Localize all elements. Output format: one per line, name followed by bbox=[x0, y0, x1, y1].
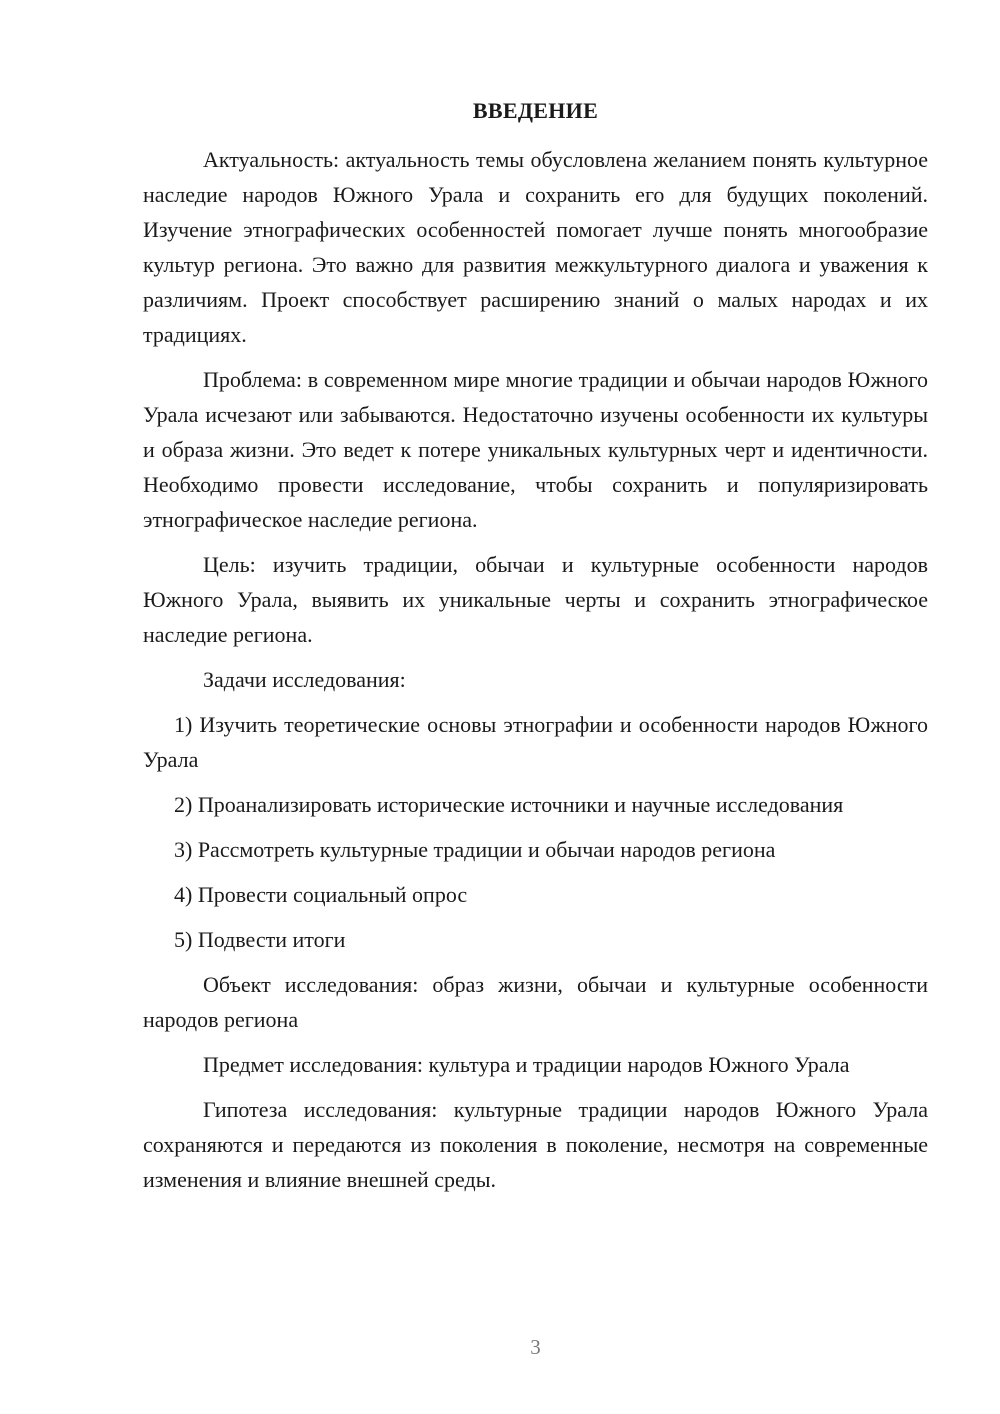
paragraph-goal: Цель: изучить традиции, обычаи и культурные особенности народов Южного Урала, выявить их уникальные черты и сохранить этнографическое наследие региона. bbox=[143, 552, 928, 647]
list-item-task-3: 3) Рассмотреть культурные традиции и обычаи народов региона bbox=[174, 837, 776, 862]
tasks-heading: Задачи исследования: bbox=[203, 667, 406, 692]
page-title: ВВЕДЕНИЕ bbox=[472, 98, 599, 123]
list-item-task-1: 1) Изучить теоретические основы этнографии и особенности народов Южного Урала bbox=[143, 712, 928, 772]
paragraph-relevance: Актуальность: актуальность темы обусловлена желанием понять культурное наследие народов Южного Урала и сохранить его для будущих поколений. Изучение этнографических особенностей помогает лучше понять многообразие культур региона. Это важно для развития межкультурного диалога и уважения к различиям. Проект способствует расширению знаний о малых народах и их традициях. bbox=[143, 147, 928, 347]
paragraph-problem: Проблема: в современном мире многие традиции и обычаи народов Южного Урала исчезают или забываются. Недостаточно изучены особенности их культуры и образа жизни. Это ведет к потере уникальных культурных черт и идентичности. Необходимо провести исследование, чтобы сохранить и популяризировать этнографическое наследие региона. bbox=[143, 367, 928, 532]
list-item-task-2: 2) Проанализировать исторические источники и научные исследования bbox=[174, 792, 844, 817]
paragraph-object: Объект исследования: образ жизни, обычаи и культурные особенности народов региона bbox=[143, 972, 928, 1032]
document-body bbox=[143, 142, 928, 1197]
paragraph-hypothesis: Гипотеза исследования: культурные традиции народов Южного Урала сохраняются и передаются из поколения в поколение, несмотря на современные изменения и влияние внешней среды. bbox=[143, 1097, 928, 1192]
page-number: 3 bbox=[530, 1335, 541, 1359]
document-page bbox=[143, 0, 928, 1414]
paragraph-subject: Предмет исследования: культура и традиции народов Южного Урала bbox=[203, 1052, 850, 1077]
list-item-task-4: 4) Провести социальный опрос bbox=[174, 882, 468, 907]
list-item-task-5: 5) Подвести итоги bbox=[174, 927, 346, 952]
